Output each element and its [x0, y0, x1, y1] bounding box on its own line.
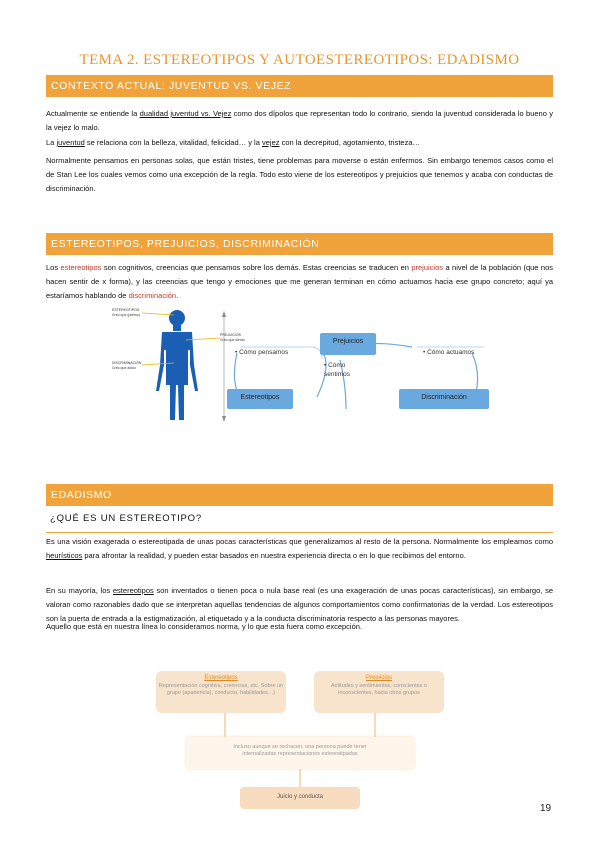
paragraph-normalmente: Normalmente pensamos en personas solas, que están tristes, tiene problemas para moverse o están enfermos. Sin embargo tenemos casos como el de Stan Lee los cuales vemos como una excepción de la regla. Todo esto viene de los estereotipos y prejuicios que tenemos y acaba con conductas de discriminación. [46, 156, 553, 194]
paragraph-norma-excepcion: Aquello que está en nuestra línea lo consideramos norma, y lo que esta fuera como excepción. [46, 622, 363, 631]
bullet-como-actuamos: • Cómo actuamos [423, 349, 475, 356]
paragraph-estereotipos-prejuicios: Los estereotipos son cognitivos, creencias que pensamos sobre los demás. Estas creencias se traducen en prejuicios a nivel de la población (que nos hacen sentir de x forma), y las creencias que tengo y emociones que me generan terminan en cómo actuamos hacia ese grupo concreto; aquí ya estaríamos hablando de discriminación. [46, 263, 553, 301]
body-label-prejuicios: PREJUICIOS [220, 333, 242, 337]
body-label-estereotipos: ESTEREOTIPOS [112, 308, 140, 312]
paragraph-en-su-mayoria: En su mayoría, los estereotipos son inventados o tienen poca o nula base real (es una exageración de unas pocas características), sin embargo, se valoran como razonables dado que se interpretan aquellas tendencias de algunos comportamientos como confirmatorias de la verdad. Los estereotipos son la puerta de entrada a la estigmatización, al etiquetado y a la conducta discriminatoria respecto a las personas mayores. [46, 586, 553, 624]
box-discriminacion: Discriminación [399, 389, 489, 409]
card-estereotipos-text: Representación cognitiva, creencias, etc. Sobre un grupo (apariencia), conducta, habilidades…) [158, 682, 284, 696]
paragraph-dualidad: Actualmente se entiende la dualidad juventud vs. Vejez como dos dípolos que representan todo lo contrario, siendo la juventud considerada lo bueno y la vejez lo malo. [46, 109, 554, 133]
body-label-siento: Creo que siento [220, 337, 245, 342]
card-prejuicios-text: Actitudes y sentimientos, conscientes o inconscientes, hacia otros grupos [331, 682, 427, 696]
card-internalizadas: Incluso aunque se rechacen, una persona puede tener internalizadas representaciones estereotipadas [186, 737, 414, 769]
subheading-divider [46, 532, 553, 533]
bullet-como-sentimos: • Cómo sentimos [324, 362, 351, 378]
subheading-que-es-estereotipo: ¿QUÉ ES UN ESTEREOTIPO? [50, 513, 202, 524]
section-heading-estereotipos: ESTEREOTIPOS, PREJUICIOS, DISCRIMINACIÓN [46, 233, 553, 255]
human-body-figure [112, 305, 492, 435]
body-label-discriminacion: DISCRIMINACIÓN [112, 361, 142, 365]
stereotype-cycle-figure [112, 305, 492, 435]
card-prejuicios-title: Prejuicios [365, 675, 392, 681]
section-heading-edadismo: EDADISMO [46, 484, 553, 506]
page-title: TEMA 2. ESTEREOTIPOS Y AUTOESTEREOTIPOS: EDADISMO [79, 52, 520, 68]
card-estereotipos-title: Estereotipos [204, 675, 238, 681]
card-juicio-conducta: Juicio y conducta [240, 787, 360, 809]
section-heading-contexto: CONTEXTO ACTUAL: JUVENTUD VS. VEJEZ [46, 75, 553, 97]
paragraph-juventud-vejez: La juventud se relaciona con la belleza, vitalidad, felicidad… y la vejez con la decrepitud, agotamiento, tristeza… [46, 138, 420, 147]
body-label-pienso: Creo que (pienso) [112, 312, 141, 317]
box-estereotipos: Estereotipos [227, 389, 293, 409]
stereotype-prejudice-figure [150, 663, 450, 813]
page-number: 19 [540, 803, 552, 814]
body-label-actuo: Creo que actúo [112, 365, 136, 370]
box-prejuicios: Prejuicios [320, 333, 376, 355]
card-estereotipos [156, 671, 286, 713]
bullet-como-pensamos: • Cómo pensamos [235, 349, 289, 356]
paragraph-vision-exagerada: Es una visión exagerada o estereotipada de unas pocas características que generalizamos al resto de la persona. Normalmente los empleamos como heurísticos para afrontar la realidad, y pueden estar basados en nuestra experiencia directa o en lo que recibimos del entorno. [46, 537, 553, 561]
card-prejuicios [314, 671, 444, 713]
